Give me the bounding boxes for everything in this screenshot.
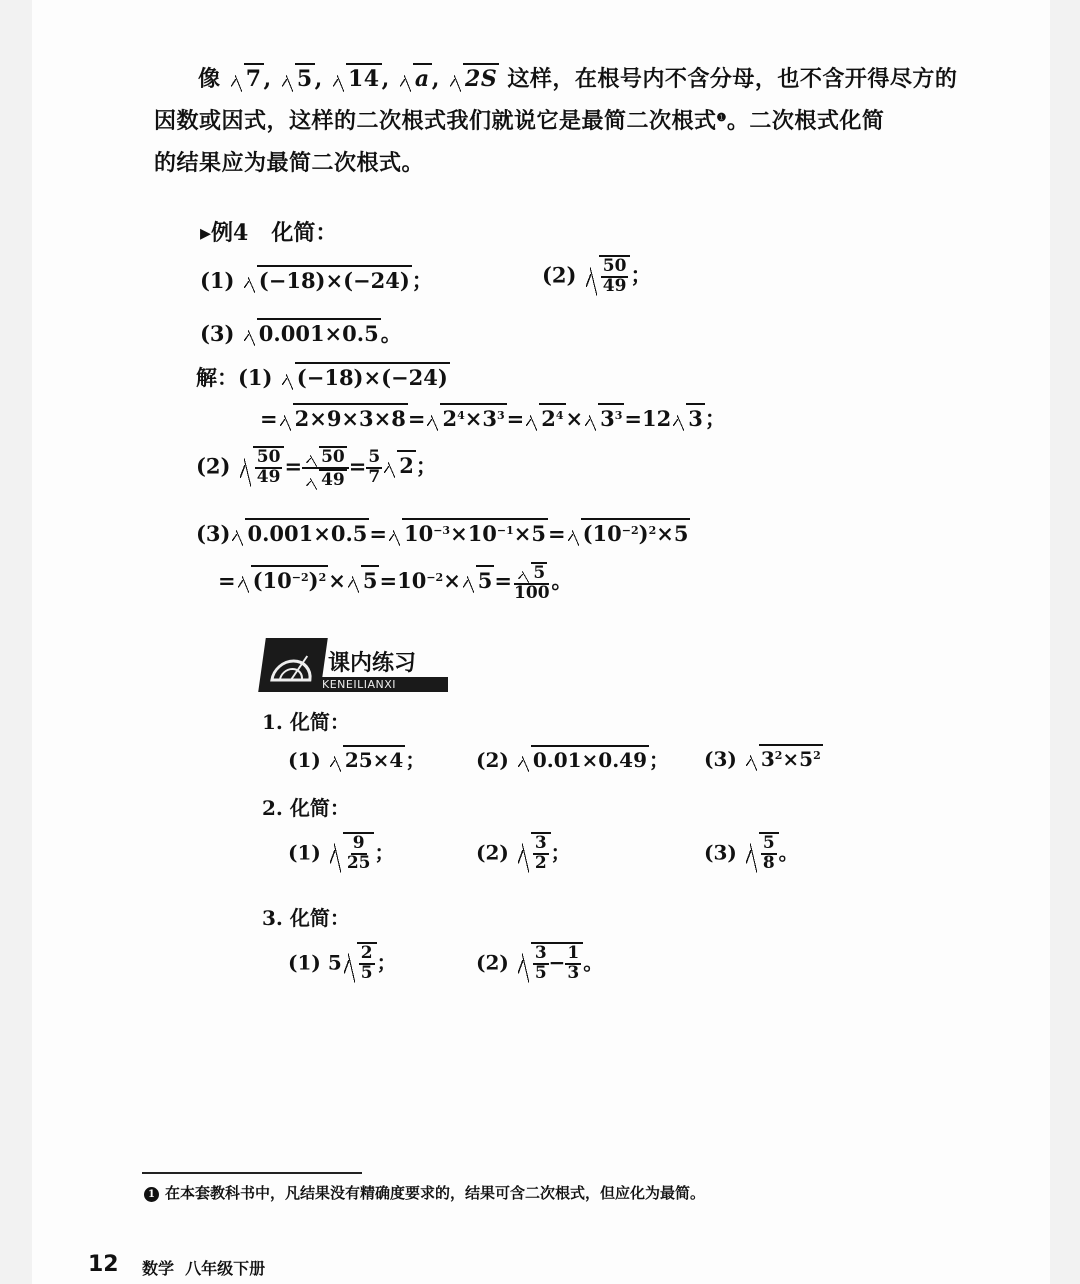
radical xyxy=(518,942,583,983)
radicand: 50 xyxy=(321,447,345,467)
fraction xyxy=(565,945,581,983)
denominator: 25 xyxy=(346,852,371,873)
practice-q3-a xyxy=(288,942,397,983)
q-label: (3) xyxy=(196,521,231,546)
radical xyxy=(427,403,506,431)
footnote-text: 在本套教科书中，凡结果没有精确度要求的，结果可含二次根式，但应化为最简。 xyxy=(165,1184,706,1202)
radical xyxy=(330,745,406,772)
fraction xyxy=(366,449,382,487)
practice-q2-b xyxy=(476,832,571,873)
coefficient: =12 xyxy=(624,406,672,431)
punct: ； xyxy=(704,406,726,431)
radicand: 0.001×0.5 xyxy=(245,518,369,546)
footnote-rule xyxy=(142,1172,362,1174)
book-name xyxy=(142,1256,265,1279)
punct: 。 xyxy=(551,567,573,593)
numerator: 5 xyxy=(368,447,381,467)
punct: 。 xyxy=(380,321,402,346)
radical xyxy=(306,469,347,490)
practice-q2-a xyxy=(288,832,394,873)
footnote-ref: ❶ xyxy=(716,111,727,124)
base: ) xyxy=(638,521,649,546)
fraction xyxy=(359,945,375,983)
solution-3-line-2 xyxy=(218,562,573,603)
denominator: 5 xyxy=(534,962,547,983)
radicand: 7 xyxy=(244,63,264,92)
exponent: 3 xyxy=(614,409,623,422)
equals: = xyxy=(284,453,303,479)
radicand: 0.001×0.5 xyxy=(257,318,381,346)
q-label: (2) xyxy=(542,262,577,288)
q-label: (2) xyxy=(476,950,509,975)
numerator: 3 xyxy=(534,943,547,963)
numerator: 9 xyxy=(352,833,365,853)
numerator: 5 xyxy=(762,833,775,853)
radical xyxy=(344,942,377,983)
intro-lead: 像 xyxy=(198,66,221,92)
fraction xyxy=(255,449,283,487)
punct: ； xyxy=(405,748,426,772)
radical xyxy=(568,518,691,546)
numerator: 2 xyxy=(360,943,373,963)
radical xyxy=(389,518,548,546)
intro-line-2 xyxy=(154,104,884,135)
radical xyxy=(746,832,779,873)
q-label: (2) xyxy=(476,748,509,772)
practice-q1-heading: 1. 化简： xyxy=(262,710,350,734)
exponent: 4 xyxy=(457,409,465,422)
example-heading xyxy=(200,216,337,247)
subject: 数学 xyxy=(142,1259,175,1278)
intro-line-2-tail: 。二次根式化简 xyxy=(726,108,885,134)
practice-pinyin: KENEILIANXI xyxy=(314,677,448,692)
radical xyxy=(400,63,432,92)
practice-q3-b xyxy=(476,942,603,983)
radical xyxy=(518,745,649,772)
practice-title: 课内练习 xyxy=(328,651,417,676)
radical xyxy=(585,403,624,431)
punct: ； xyxy=(550,840,571,865)
equals: = xyxy=(494,567,513,593)
base: 2 xyxy=(541,406,556,431)
radical xyxy=(232,518,369,546)
q-label: (1) xyxy=(288,950,321,975)
q-label: (1) xyxy=(238,365,273,390)
numerator: 50 xyxy=(256,447,281,467)
punct: ； xyxy=(630,262,652,288)
times: × xyxy=(328,567,346,593)
radicand: 5 xyxy=(476,565,495,593)
radicand: 2 xyxy=(397,450,416,478)
radicand: 3 xyxy=(686,403,705,431)
fraction xyxy=(761,835,777,873)
denominator: 5 xyxy=(360,962,373,983)
grade: 八年级下册 xyxy=(185,1259,266,1278)
denominator: 49 xyxy=(256,466,281,487)
radical xyxy=(244,318,381,346)
base: ×5 xyxy=(656,521,689,546)
coefficient: =10 xyxy=(379,567,427,593)
q-label: (3) xyxy=(704,747,737,771)
q-label: (2) xyxy=(476,840,509,865)
radicand: 2×9×3×8 xyxy=(293,403,408,431)
q-label: (2) xyxy=(196,453,231,479)
solution-2 xyxy=(196,446,437,490)
q-label: (1) xyxy=(288,840,321,865)
solution-3-line-1: (3) $0.001\times 0.5= 10^{-3}\times 10^{-1}\times 5= (10^{-2})^2\times 5$ xyxy=(196,518,690,546)
intro-line-3: 的结果应为最简二次根式。 xyxy=(154,150,425,176)
footnote-marker: 1 xyxy=(144,1187,159,1202)
base: (10 xyxy=(582,521,622,546)
exponent: −3 xyxy=(433,524,451,537)
radical xyxy=(280,403,408,431)
denominator: 7 xyxy=(368,466,381,487)
solution-1-line-2 xyxy=(260,403,726,433)
base: 10 xyxy=(403,521,434,546)
solution-label: 解： xyxy=(196,365,238,390)
punct: ； xyxy=(376,950,397,975)
punct: 。 xyxy=(778,840,799,865)
radical xyxy=(463,565,495,593)
practice-q1-c xyxy=(704,744,823,771)
exponent: 2 xyxy=(318,570,327,584)
punct: ； xyxy=(374,840,395,865)
times: × xyxy=(565,406,584,431)
fraction xyxy=(345,835,373,873)
fraction xyxy=(512,562,552,603)
fraction xyxy=(533,945,549,983)
fraction xyxy=(302,446,349,490)
fraction xyxy=(533,835,549,873)
practice-banner xyxy=(262,638,450,694)
base: 2 xyxy=(442,406,458,431)
numerator: 3 xyxy=(534,833,547,853)
practice-q1-a xyxy=(288,744,425,773)
base: 3 xyxy=(600,406,615,431)
intro-line-1-tail: 这样，在根号内不含分母，也不含开得尽方的 xyxy=(507,66,958,92)
q-label: (3) xyxy=(704,840,737,865)
radicand: 5 xyxy=(361,565,380,593)
radical xyxy=(450,63,499,92)
base: ×3 xyxy=(464,406,497,431)
radicand: a xyxy=(413,63,432,92)
practice-q1-b xyxy=(476,744,669,773)
q-label: (1) xyxy=(200,268,235,293)
minus: − xyxy=(548,950,566,975)
practice-q2-heading: 2. 化简： xyxy=(262,796,350,820)
punct: ； xyxy=(649,748,669,772)
equals: = xyxy=(260,406,278,431)
textbook-page xyxy=(32,0,1050,1284)
numerator: 1 xyxy=(567,943,580,963)
intro-line-1: 像 7, 5, 14, a, 2S 这样，在根号内不含分母，也不含开得尽方的 xyxy=(198,62,957,93)
punct: ； xyxy=(411,268,433,293)
exponent: −1 xyxy=(496,524,514,537)
radicand: 0.01×0.49 xyxy=(531,745,649,772)
page-number: 12 xyxy=(88,1252,119,1277)
radicand: (−18)×(−24) xyxy=(295,362,450,390)
base: ×5 xyxy=(513,521,547,546)
coefficient: 5 xyxy=(327,950,342,975)
q-label: (1) xyxy=(288,748,321,772)
radicand: (−18)×(−24) xyxy=(257,265,412,293)
base: (10 xyxy=(252,567,292,593)
example-q1 xyxy=(200,265,433,295)
example-q3 xyxy=(200,318,402,348)
equals: = xyxy=(506,406,525,431)
base: ×10 xyxy=(450,521,497,546)
exponent: 4 xyxy=(555,409,564,422)
practice-q2-c xyxy=(704,832,799,873)
radical xyxy=(384,450,416,478)
punct: 。 xyxy=(583,950,604,975)
denominator: 3 xyxy=(567,962,580,983)
denominator: 49 xyxy=(602,275,627,296)
exponent: 2 xyxy=(648,524,657,537)
example-title: 化简： xyxy=(271,220,338,246)
radical xyxy=(348,565,380,593)
denominator: 2 xyxy=(534,852,547,873)
base: 3 xyxy=(760,747,775,771)
fraction xyxy=(601,258,629,296)
exponent: 3 xyxy=(496,409,505,422)
radical xyxy=(282,63,315,92)
radical xyxy=(518,832,551,873)
radicand: 5 xyxy=(533,563,546,583)
radical xyxy=(586,255,631,296)
exponent: 2 xyxy=(813,749,821,762)
radical xyxy=(746,744,823,771)
example-q2 xyxy=(542,255,651,296)
base: ) xyxy=(308,567,319,593)
radicand: 49 xyxy=(321,469,345,490)
radicand: 14 xyxy=(346,63,382,92)
radical xyxy=(238,565,329,593)
radical xyxy=(240,446,285,487)
radical xyxy=(526,403,565,431)
radical xyxy=(231,63,264,92)
exponent: −2 xyxy=(291,570,309,584)
radical xyxy=(518,562,547,583)
denominator: 8 xyxy=(762,852,775,873)
radicand: 25×4 xyxy=(343,745,406,772)
intro-line-2-text: 因数或因式，这样的二次根式我们就说它是最简二次根式 xyxy=(154,108,717,134)
radical xyxy=(330,832,375,873)
radicand: 5 xyxy=(295,63,315,92)
q-label: (3) xyxy=(200,321,235,346)
radical xyxy=(282,362,450,390)
numerator: 50 xyxy=(602,256,627,276)
equals: = xyxy=(407,406,426,431)
exponent: 2 xyxy=(774,749,783,762)
exponent: −2 xyxy=(426,570,444,584)
exponent: −2 xyxy=(621,524,639,537)
radicand: 2S xyxy=(463,63,499,92)
solution-1-line-1 xyxy=(196,362,450,392)
denominator: 100 xyxy=(514,582,550,603)
punct: ； xyxy=(415,453,437,479)
radical xyxy=(333,63,382,92)
times: × xyxy=(443,567,461,593)
radical xyxy=(244,265,412,293)
radical xyxy=(673,403,705,431)
equals: = xyxy=(348,453,367,479)
example-label: ▸例4 xyxy=(200,220,249,246)
radical xyxy=(306,446,347,467)
footnote xyxy=(144,1182,705,1203)
equals: = xyxy=(218,567,236,593)
base: ×5 xyxy=(782,747,814,771)
practice-q3-heading: 3. 化简： xyxy=(262,906,350,930)
